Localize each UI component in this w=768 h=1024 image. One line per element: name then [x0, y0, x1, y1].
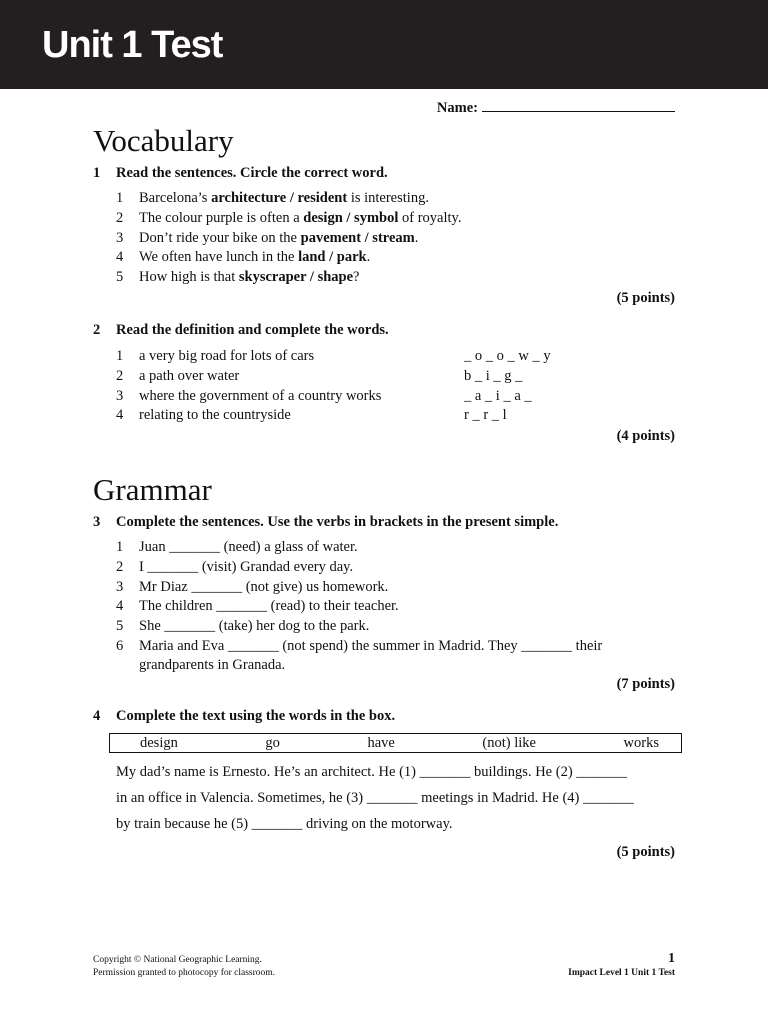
definition-text: relating to the countryside — [139, 407, 291, 424]
name-blank-line — [482, 98, 675, 112]
page-number: 1 — [668, 951, 675, 966]
word-box-item: works — [623, 734, 659, 751]
item-text: We often have lunch in the — [139, 249, 299, 266]
list-item — [116, 558, 602, 578]
definition-text: a very big road for lots of cars — [139, 348, 315, 364]
item-number: 5 — [116, 618, 124, 635]
item-number: 5 — [116, 269, 124, 286]
footer-copyright — [93, 954, 275, 980]
question-2-items — [116, 347, 551, 426]
question-3-items — [116, 538, 602, 674]
word-box-item: go — [265, 734, 280, 751]
item-text: is interesting. — [347, 190, 429, 206]
points-q2: (4 points) — [616, 428, 675, 444]
question-4-instruction — [93, 708, 395, 725]
item-number: 2 — [116, 558, 124, 575]
word-choice: skyscraper / shape — [238, 269, 354, 286]
word-blanks: _ o _ o _ w _ y — [464, 348, 551, 364]
question-number: 2 — [93, 322, 101, 338]
item-number: 2 — [116, 367, 124, 384]
text-line: by train because he (5) _______ driving on the motorway. — [116, 816, 453, 832]
item-number: 4 — [116, 407, 124, 424]
definition-text: where the government of a country works — [139, 387, 382, 404]
list-item — [116, 387, 532, 407]
word-box-item: (not) like — [482, 734, 536, 751]
question-3-instruction — [93, 514, 558, 531]
instruction-text: Complete the sentences. Use the verbs in brackets in the present simple. — [116, 514, 559, 530]
footer-book-title: Impact Level 1 Unit 1 Test — [568, 968, 675, 978]
text-line: in an office in Valencia. Sometimes, he (3) _______ meetings in Madrid. He (4) _______ — [116, 790, 634, 806]
word-choice: design / symbol — [303, 209, 399, 226]
list-item — [116, 347, 551, 367]
word-box-item: have — [367, 734, 395, 751]
sentence-text: grandparents in Granada. — [139, 656, 286, 673]
item-text: . — [366, 249, 371, 266]
item-number: 4 — [116, 249, 124, 266]
question-1-items — [116, 189, 461, 288]
name-field — [437, 98, 675, 117]
item-text: Barcelona’s — [139, 190, 212, 206]
list-item — [116, 617, 602, 637]
definition-text: a path over water — [139, 367, 240, 384]
list-item-continuation — [116, 657, 602, 674]
item-text: Don’t ride your bike on the — [139, 229, 301, 246]
list-item — [116, 229, 461, 249]
item-number: 3 — [116, 578, 124, 595]
item-number: 4 — [116, 598, 124, 615]
item-number: 6 — [116, 637, 124, 654]
list-item — [116, 367, 523, 387]
item-number: 3 — [116, 387, 124, 404]
gap-fill-text — [116, 759, 676, 837]
item-text: ? — [353, 269, 360, 286]
list-item — [116, 189, 461, 209]
word-box-item: design — [140, 734, 178, 751]
copyright-text: Copyright © National Geographic Learning. — [93, 955, 262, 965]
sentence-text: She _______ (take) her dog to the park. — [139, 618, 370, 635]
list-item — [116, 406, 507, 426]
question-1-instruction — [93, 165, 388, 182]
question-number: 4 — [93, 708, 101, 724]
item-number: 1 — [116, 190, 124, 206]
sentence-text: Mr Diaz _______ (not give) us homework. — [139, 578, 389, 595]
points-q3: (7 points) — [616, 676, 675, 692]
header-banner — [0, 0, 768, 89]
permission-text: Permission granted to photocopy for classroom. — [93, 968, 276, 978]
section-title-grammar: Grammar — [93, 472, 212, 507]
word-choice: architecture / resident — [211, 190, 348, 206]
word-choice: land / park — [298, 249, 367, 266]
text-line: My dad’s name is Ernesto. He’s an architect. He (1) _______ buildings. He (2) _______ — [116, 764, 628, 780]
sentence-text: I _______ (visit) Grandad every day. — [139, 558, 354, 575]
points-q1: (5 points) — [616, 290, 675, 306]
page-title: Unit 1 Test — [42, 24, 223, 66]
section-title-vocabulary: Vocabulary — [93, 123, 234, 158]
list-item — [116, 637, 602, 657]
word-choice: pavement / stream — [300, 229, 415, 246]
item-number: 3 — [116, 229, 124, 246]
item-text: How high is that — [139, 269, 239, 286]
question-number: 3 — [93, 514, 101, 530]
question-number: 1 — [93, 165, 101, 181]
list-item — [116, 268, 461, 288]
sentence-text: Maria and Eva _______ (not spend) the summer in Madrid. They _______ their — [139, 637, 603, 654]
sentence-text: Juan _______ (need) a glass of water. — [139, 539, 358, 555]
name-label: Name: — [436, 100, 478, 116]
word-blanks: r _ r _ l — [464, 407, 507, 424]
word-box — [109, 733, 682, 753]
points-q4: (5 points) — [616, 844, 675, 860]
list-item — [116, 248, 461, 268]
instruction-text: Read the definition and complete the words. — [116, 322, 389, 338]
item-text: The colour purple is often a — [139, 209, 304, 226]
item-number: 1 — [116, 539, 124, 555]
word-blanks: b _ i _ g _ — [464, 367, 523, 384]
list-item — [116, 209, 461, 229]
item-number: 2 — [116, 209, 124, 226]
item-text: . — [414, 229, 419, 246]
sentence-text: The children _______ (read) to their teacher. — [139, 598, 399, 615]
item-number: 1 — [116, 348, 124, 364]
list-item — [116, 538, 602, 558]
item-text: of royalty. — [398, 209, 462, 226]
instruction-text: Read the sentences. Circle the correct word. — [116, 165, 388, 181]
word-blanks: _ a _ i _ a _ — [464, 387, 532, 404]
question-2-instruction — [93, 322, 389, 339]
instruction-text: Complete the text using the words in the box. — [116, 708, 396, 724]
list-item — [116, 578, 602, 598]
list-item — [116, 597, 602, 617]
